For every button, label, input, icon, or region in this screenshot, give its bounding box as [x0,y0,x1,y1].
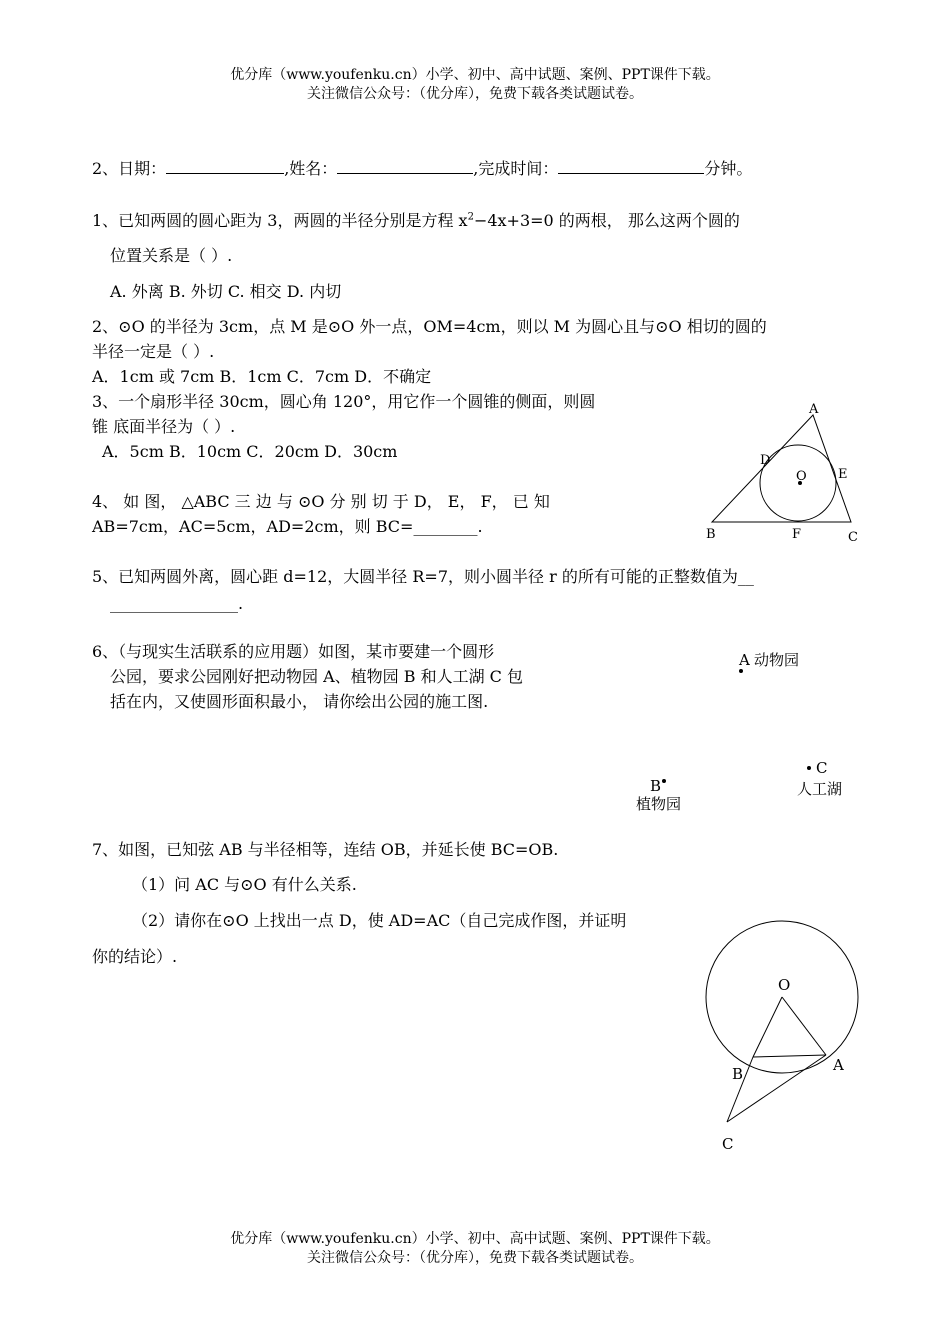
footer-line-1: 优分库（www.youfenku.cn）小学、初中、高中试题、案例、PPT课件下载。 [230,1231,720,1247]
label-b: B [732,1065,744,1083]
footer-line-2: 关注微信公众号：（优分库），免费下载各类试题试卷。 [307,1250,643,1266]
q6-points-figure [620,640,860,820]
header-line-2: 关注微信公众号：（优分库），免费下载各类试题试卷。 [307,86,643,102]
label-e: E [838,467,848,482]
q3-options: A．5cm B．10cm C．20cm D．30cm [102,442,398,461]
q1-text-a: 1、已知两圆的圆心距为 3，两圆的半径分别是方程 x [92,211,468,230]
segment-oa [782,997,826,1055]
label-a: A [739,651,750,669]
name-label: ,姓名： [284,159,338,178]
q6-line-3: 括在内，又使圆形面积最小， 请你绘出公园的施工图. [110,692,489,711]
time-blank[interactable] [558,159,704,174]
q1-line-2: 位置关系是（ ）. [110,246,233,265]
q7-circle-figure [700,915,870,1160]
q5-line-2: ________________. [110,594,244,613]
point-c [807,766,811,770]
date-label: 2、日期： [92,159,167,178]
segment-ob [753,997,782,1057]
label-c: C [816,759,828,777]
q7-sub-1: （1）问 AC 与⊙O 有什么关系. [132,875,357,894]
label-f: F [792,527,802,542]
label-o: O [778,976,791,994]
label-botanical: 植物园 [636,795,682,813]
label-a: A [809,402,819,417]
q4-line-1: 4、 如 图， △ABC 三 边 与 ⊙O 分 别 切 于 D， E， F， 已 知 [92,492,550,511]
q7-sub-2: （2）请你在⊙O 上找出一点 D，使 AD=AC（自己完成作图，并证明 [132,911,627,930]
q6-line-1: 6、（与现实生活联系的应用题）如图，某市要建一个圆形 [92,642,495,661]
label-lake: 人工湖 [797,780,843,798]
name-blank[interactable] [337,159,473,174]
q2-line-1: 2、⊙O 的半径为 3cm，点 M 是⊙O 外一点，OM=4cm，则以 M 为圆心且与⊙O 相切的圆的 [92,317,767,336]
point-b [662,779,666,783]
label-o: O [796,469,807,484]
q7-line-1: 7、如图，已知弦 AB 与半径相等，连结 OB，并延长使 BC=OB. [92,840,559,859]
info-line [92,158,752,180]
label-c: C [848,530,858,545]
triangle-abc [712,415,851,522]
q1-text-b: −4x+3=0 的两根， 那么这两个圆的 [473,211,740,230]
header-line-1: 优分库（www.youfenku.cn）小学、初中、高中试题、案例、PPT课件下载。 [230,67,720,83]
time-label: ,完成时间： [473,159,559,178]
label-c: C [722,1135,734,1153]
q4-triangle-figure [700,398,870,548]
q5-line-1: 5、已知两圆外离，圆心距 d=12，大圆半径 R=7，则小圆半径 r 的所有可能的正整数值为__ [92,567,754,586]
q7-sub-2-cont: 你的结论）. [92,947,178,966]
q2-options: A．1cm 或 7cm B．1cm C．7cm D．不确定 [92,367,432,386]
date-blank[interactable] [166,159,284,174]
label-a: A [833,1056,844,1074]
q1-options: A. 外离 B. 外切 C. 相交 D. 内切 [110,282,342,301]
q3-line-2: 锥 底面半径为（ ）. [92,417,236,436]
label-b: B [706,527,716,542]
minutes-label: 分钟。 [704,159,753,178]
label-zoo: 动物园 [754,651,800,669]
q6-line-2: 公园，要求公园刚好把动物园 A、植物园 B 和人工湖 C 包 [110,667,523,686]
label-d: D [760,453,771,468]
q2-line-2: 半径一定是（ ）. [92,342,215,361]
chord-ab [753,1055,826,1057]
q4-line-2: AB=7cm，AC=5cm，AD=2cm，则 BC=________. [92,517,483,536]
q1-line-1 [92,210,740,232]
q1-exponent: 2 [467,211,474,223]
q3-line-1: 3、一个扇形半径 30cm，圆心角 120°，用它作一个圆锥的侧面，则圆 [92,392,596,411]
label-b: B [650,777,662,795]
point-a [739,669,743,673]
